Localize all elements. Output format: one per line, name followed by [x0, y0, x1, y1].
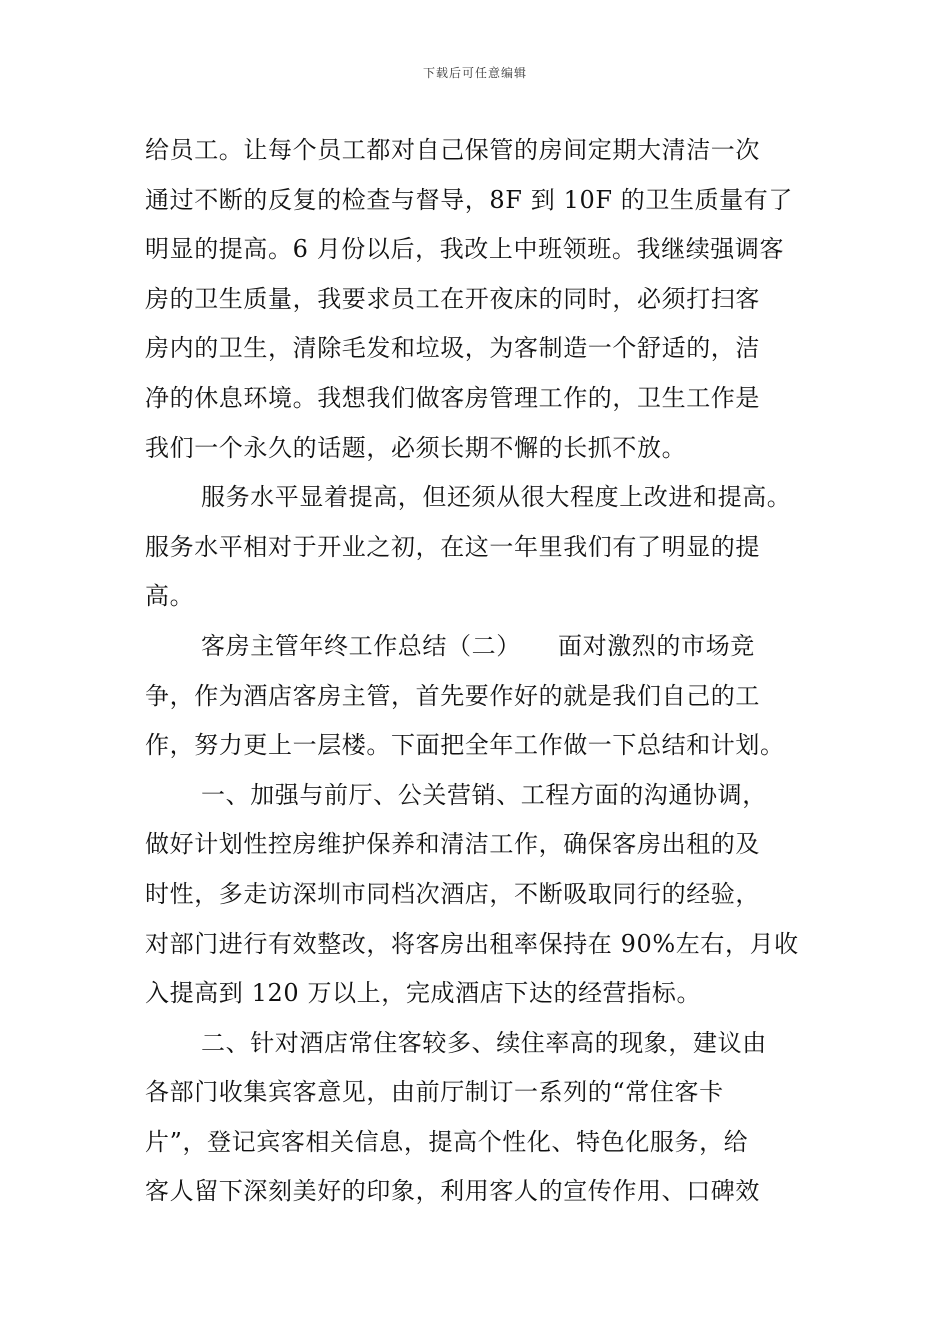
text-line: 房的卫生质量，我要求员工在开夜床的同时，必须打扫客: [145, 284, 760, 313]
text-line: 争，作为酒店客房主管，首先要作好的就是我们自己的工: [145, 681, 760, 710]
text-line: 给员工。让每个员工都对自己保管的房间定期大清洁一次: [145, 136, 760, 164]
paragraph-first-line: 二、针对酒店常住客较多、续住率高的现象，建议由: [201, 1028, 767, 1057]
text-line: 明显的提高。6 月份以后，我改上中班领班。我继续强调客: [145, 235, 785, 264]
document-body: [145, 126, 815, 1217]
text-line: 我们一个永久的话题，必须长期不懈的长抓不放。: [145, 433, 687, 462]
text-line: 客人留下深刻美好的印象，利用客人的宣传作用、口碑效: [145, 1177, 760, 1206]
text-line: 服务水平相对于开业之初，在这一年里我们有了明显的提: [145, 532, 760, 561]
text-line: 做好计划性控房维护保养和清洁工作，确保客房出租的及: [145, 830, 760, 859]
text-line: 房内的卫生，清除毛发和垃圾，为客制造一个舒适的，洁: [145, 334, 760, 363]
text-line: 作，努力更上一层楼。下面把全年工作做一下总结和计划。: [145, 731, 785, 760]
text-line: 高。: [145, 582, 195, 611]
paragraph-first-line: 一、加强与前厅、公关营销、工程方面的沟通协调，: [201, 780, 767, 809]
text-line: 片”，登记宾客相关信息，提高个性化、特色化服务，给: [145, 1127, 749, 1156]
paragraph-first-line: 服务水平显着提高，但还须从很大程度上改进和提高。: [201, 483, 792, 512]
section-title-line: 客房主管年终工作总结（二） 面对激烈的市场竞: [201, 631, 755, 660]
page-header: 下载后可任意编辑: [422, 66, 527, 80]
text-line: 通过不断的反复的检查与督导，8F 到 10F 的卫生质量有了: [145, 185, 793, 214]
text-line: 各部门收集宾客意见，由前厅制订一系列的“常住客卡: [145, 1078, 724, 1107]
text-line: 时性，多走访深圳市同档次酒店，不断吸取同行的经验，: [145, 879, 760, 908]
text-line: 对部门进行有效整改，将客房出租率保持在 90%左右，月收: [145, 929, 799, 958]
text-line: 入提高到 120 万以上，完成酒店下达的经营指标。: [145, 979, 702, 1008]
text-line: 净的休息环境。我想我们做客房管理工作的，卫生工作是: [145, 383, 760, 412]
